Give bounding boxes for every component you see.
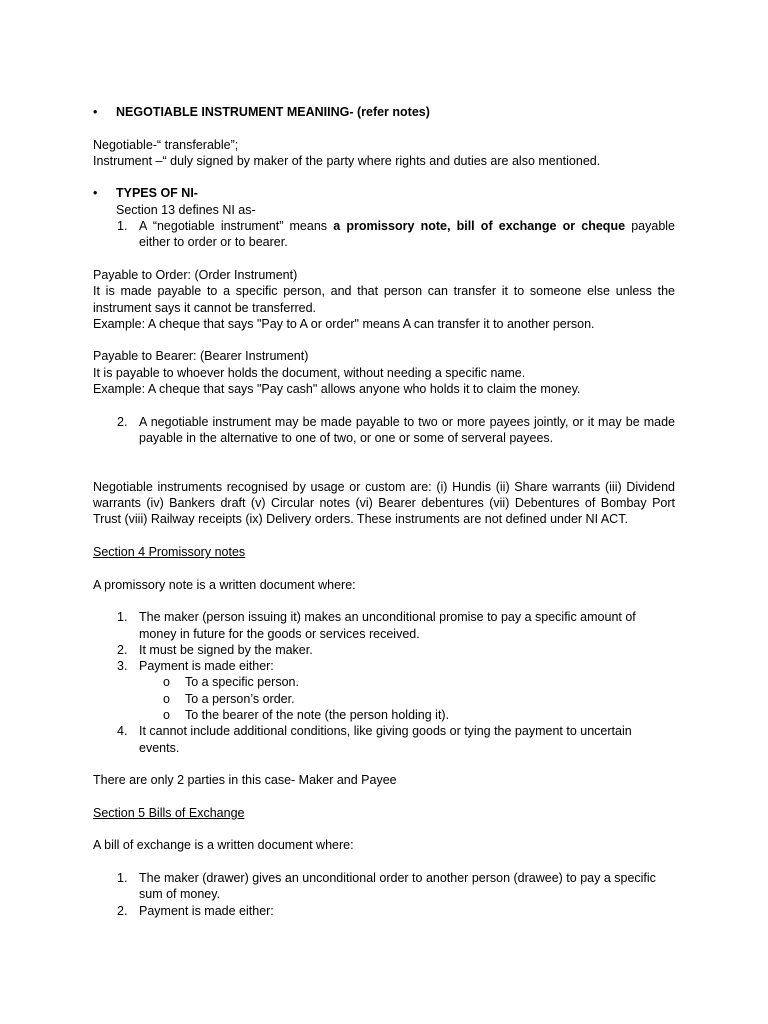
heading-ni-meaning: • NEGOTIABLE INSTRUMENT MEANIING- (refer notes) — [93, 105, 430, 119]
document-body — [93, 104, 675, 919]
section4-heading: Section 4 Promissory notes — [93, 545, 246, 560]
circle-bullet-icon: o — [163, 675, 170, 690]
bullet-icon: • — [93, 186, 98, 201]
custom-instruments-paragraph: Negotiable instruments recognised by usage or custom are: (i) Hundis (ii) Share warrants (iii) Dividend warrants (iv) Bankers draft (v) Circular notes (vi) Bearer debentures (vii) Debentures of Bombay Port Trust (viii) Railway receipts (ix) Delivery orders. These instruments are not defined under NI ACT. — [93, 479, 675, 527]
bearer-instrument-desc: It is payable to whoever holds the document, without needing a specific name. — [93, 365, 526, 380]
list-item: 1. The maker (drawer) gives an unconditional order to another person (drawee) to pay a specific sum of money. — [117, 870, 656, 902]
ni-definition-item-2: 2. A negotiable instrument may be made payable to two or more payees jointly, or it may be made payable in the alternative to one of two, or one or some of serveral payees. — [117, 414, 675, 445]
list-item: 3. Payment is made either: — [117, 659, 274, 674]
circle-bullet-icon: o — [163, 707, 170, 722]
order-instrument-desc: It is made payable to a specific person, and that person can transfer it to someone else unless the instrument says it cannot be transferred. — [93, 284, 675, 315]
ni-definition-item-1: 1. A “negotiable instrument” means a promissory note, bill of exchange or cheque payable either to order or to bearer. — [117, 219, 675, 250]
order-instrument-title: Payable to Order: (Order Instrument) — [93, 267, 298, 282]
list-item: 2. Payment is made either: — [117, 903, 274, 918]
section5-intro: A bill of exchange is a written document where: — [93, 838, 354, 853]
sub-list-item: o To a person’s order. — [163, 691, 295, 706]
section4-intro: A promissory note is a written document where: — [93, 577, 356, 592]
definition-negotiable: Negotiable-“ transferable”; — [93, 137, 239, 152]
circle-bullet-icon: o — [163, 691, 170, 706]
bullet-icon: • — [93, 105, 98, 119]
section13-intro: Section 13 defines NI as- — [116, 202, 256, 217]
heading-types-of-ni: • TYPES OF NI- — [93, 186, 198, 201]
order-instrument-example: Example: A cheque that says "Pay to A or order" means A can transfer it to another person. — [93, 316, 595, 331]
bearer-instrument-example: Example: A cheque that says "Pay cash" allows anyone who holds it to claim the money. — [93, 382, 581, 397]
list-item: 2. It must be signed by the maker. — [117, 642, 313, 657]
definition-instrument: Instrument –“ duly signed by maker of the party where rights and duties are also mentioned. — [93, 153, 601, 168]
section5-heading: Section 5 Bills of Exchange — [93, 805, 245, 820]
sub-list-item: o To a specific person. — [163, 675, 299, 690]
bearer-instrument-title: Payable to Bearer: (Bearer Instrument) — [93, 349, 309, 364]
list-item: 1. The maker (person issuing it) makes an unconditional promise to pay a specific amount of money in future for the goods or services received. — [117, 610, 636, 641]
sub-list-item: o To the bearer of the note (the person holding it). — [163, 707, 450, 722]
section4-parties: There are only 2 parties in this case- Maker and Payee — [93, 773, 397, 788]
list-item: 4. It cannot include additional conditions, like giving goods or tying the payment to uncertain events. — [117, 724, 632, 755]
